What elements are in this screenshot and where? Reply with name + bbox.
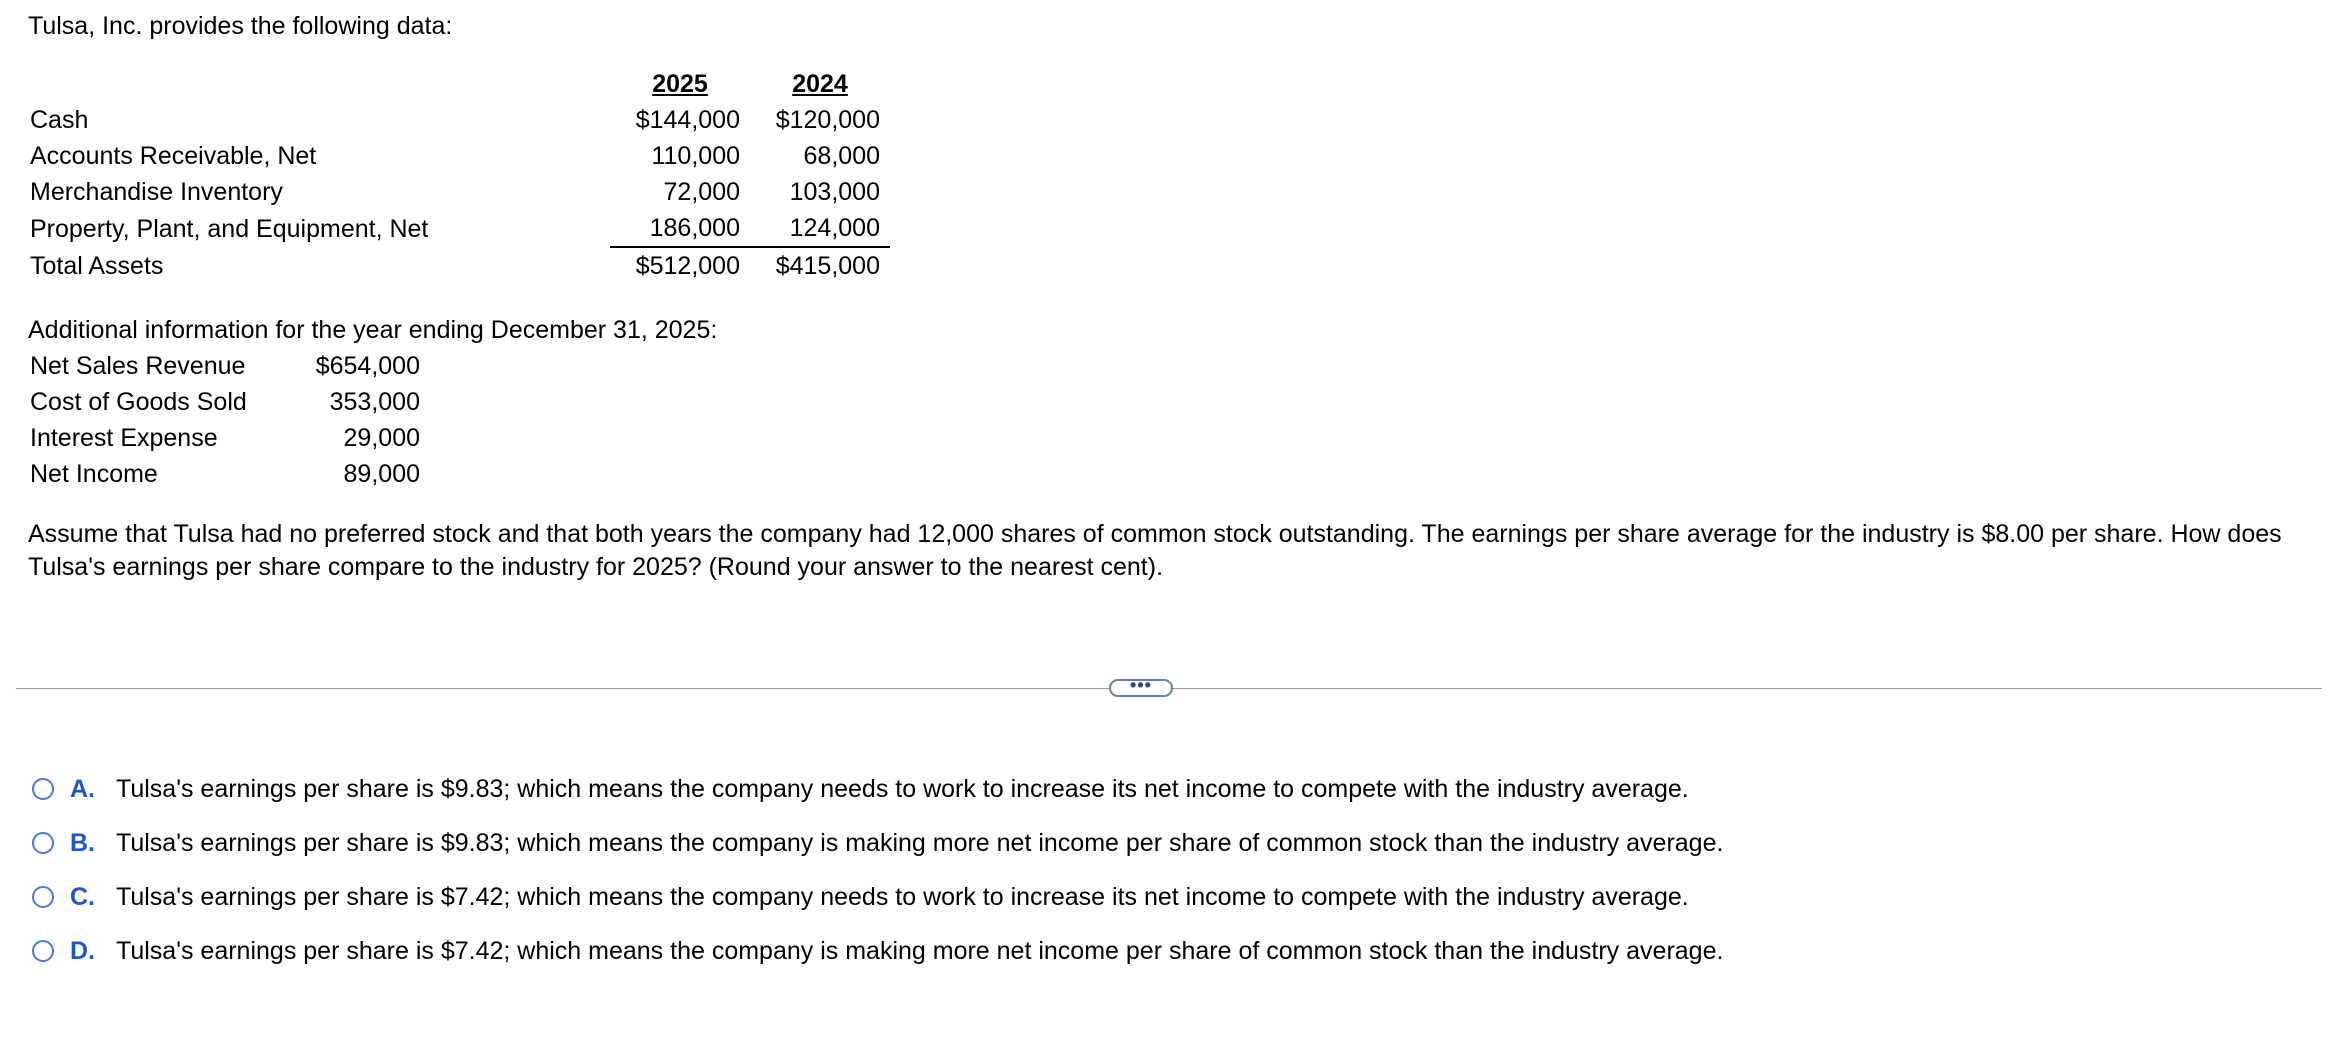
radio-icon[interactable] bbox=[32, 940, 54, 962]
row-value: 29,000 bbox=[343, 424, 420, 452]
value-2024: $120,000 bbox=[775, 106, 880, 134]
table-row bbox=[20, 138, 890, 174]
row-label: Accounts Receivable, Net bbox=[30, 142, 317, 170]
row-label: Cash bbox=[30, 106, 89, 134]
table-row-total bbox=[20, 247, 890, 284]
question-text: Assume that Tulsa had no preferred stock and that both years the company had 12,000 shares of common stock outstanding. The earnings per share average for the industry is $8.00 per share. How does Tulsa's earnings per share compare to the industry for 2025? (Round your answer to the nearest cent). bbox=[28, 520, 2282, 581]
row-label: Cost of Goods Sold bbox=[30, 388, 247, 416]
intro-text: Tulsa, Inc. provides the following data: bbox=[28, 12, 453, 40]
option-letter: B. bbox=[70, 828, 95, 857]
option-letter: C. bbox=[70, 882, 95, 911]
table-row bbox=[20, 102, 890, 138]
additional-info-table bbox=[20, 348, 430, 492]
value-2025: 110,000 bbox=[651, 142, 740, 170]
value-2025: 72,000 bbox=[663, 178, 740, 206]
value-2024: 124,000 bbox=[750, 210, 890, 247]
balance-sheet-table bbox=[20, 66, 890, 284]
row-label: Interest Expense bbox=[30, 424, 218, 452]
radio-icon[interactable] bbox=[32, 886, 54, 908]
value-2024: 103,000 bbox=[789, 178, 880, 206]
table-header-row bbox=[20, 66, 890, 102]
option-a[interactable] bbox=[32, 762, 1723, 816]
row-label: Net Sales Revenue bbox=[30, 352, 246, 380]
table-row bbox=[20, 420, 430, 456]
row-label: Property, Plant, and Equipment, Net bbox=[30, 214, 429, 243]
option-letter: A. bbox=[70, 774, 95, 803]
value-2025: $144,000 bbox=[635, 106, 740, 134]
option-b[interactable] bbox=[32, 816, 1723, 870]
header-2024: 2024 bbox=[792, 70, 848, 98]
table-row bbox=[20, 348, 430, 384]
table-row bbox=[20, 456, 430, 492]
option-letter: D. bbox=[70, 936, 95, 965]
answer-options bbox=[32, 762, 1723, 978]
radio-icon[interactable] bbox=[32, 832, 54, 854]
row-value: 89,000 bbox=[343, 460, 420, 488]
row-value: 353,000 bbox=[329, 388, 420, 416]
option-text: Tulsa's earnings per share is $9.83; which means the company needs to work to increase its net income to compete with the industry average. bbox=[116, 774, 1689, 803]
table-row bbox=[20, 384, 430, 420]
table-row bbox=[20, 210, 890, 247]
value-2025: $512,000 bbox=[635, 252, 740, 280]
option-text: Tulsa's earnings per share is $7.42; which means the company is making more net income per share of common stock than the industry average. bbox=[116, 936, 1724, 965]
header-blank bbox=[20, 66, 610, 102]
option-text: Tulsa's earnings per share is $7.42; which means the company needs to work to increase its net income to compete with the industry average. bbox=[116, 882, 1689, 911]
option-d[interactable] bbox=[32, 924, 1723, 978]
additional-info-heading: Additional information for the year ending December 31, 2025: bbox=[28, 316, 718, 344]
row-label: Total Assets bbox=[30, 251, 164, 280]
value-2024: 68,000 bbox=[803, 142, 880, 170]
row-value: $654,000 bbox=[315, 352, 420, 380]
option-text: Tulsa's earnings per share is $9.83; which means the company is making more net income per share of common stock than the industry average. bbox=[116, 828, 1724, 857]
header-2025: 2025 bbox=[652, 70, 708, 98]
radio-icon[interactable] bbox=[32, 778, 54, 800]
value-2024: $415,000 bbox=[775, 252, 880, 280]
option-c[interactable] bbox=[32, 870, 1723, 924]
table-row bbox=[20, 174, 890, 210]
more-options-button[interactable]: ••• bbox=[1109, 679, 1173, 697]
row-label: Merchandise Inventory bbox=[30, 178, 283, 206]
value-2025: 186,000 bbox=[610, 210, 750, 247]
row-label: Net Income bbox=[30, 460, 158, 488]
